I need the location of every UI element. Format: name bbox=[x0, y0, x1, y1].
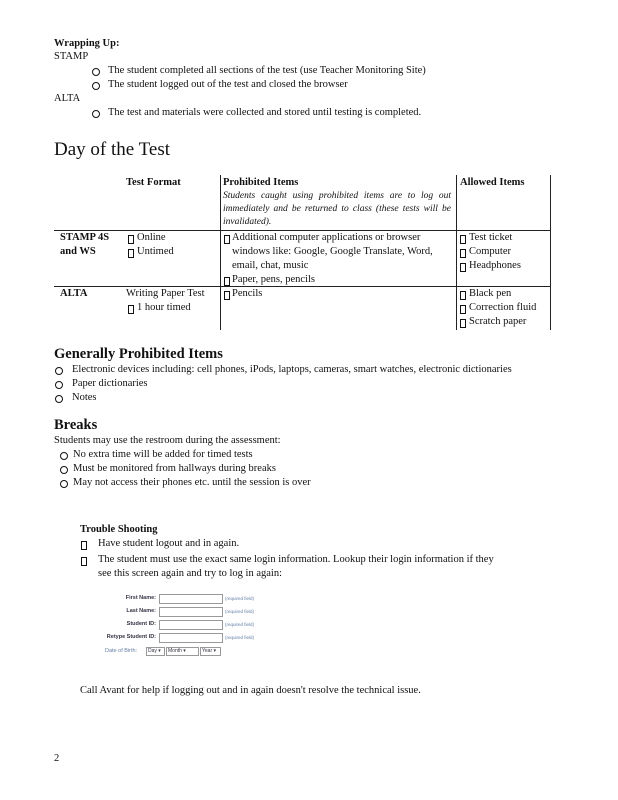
stamp-allowed-2: Computer bbox=[469, 246, 511, 257]
form-row-dob bbox=[100, 647, 270, 657]
header-allowed-items: Allowed Items bbox=[460, 177, 525, 188]
bullet-box-icon bbox=[460, 305, 466, 314]
form-label: Last Name: bbox=[126, 608, 156, 614]
breaks-item-1: No extra time will be added for timed tests bbox=[73, 449, 253, 460]
alta-format-text: Writing Paper Test bbox=[126, 288, 205, 299]
header-prohibited-items: Prohibited Items bbox=[223, 177, 299, 188]
bullet-circle-icon bbox=[60, 452, 68, 460]
form-hint: (required field) bbox=[225, 622, 255, 627]
bullet-box-icon bbox=[128, 305, 134, 314]
login-form-screenshot bbox=[100, 590, 270, 662]
dob-month-value: Month bbox=[168, 648, 182, 654]
alta-format-1: 1 hour timed bbox=[137, 302, 191, 313]
troubleshooting-item-1: Have student logout and in again. bbox=[98, 538, 240, 549]
troubleshooting-item-3: see this screen again and try to log in again: bbox=[98, 568, 282, 579]
table-divider bbox=[456, 175, 457, 330]
bullet-circle-icon bbox=[55, 395, 63, 403]
bullet-box-icon bbox=[128, 235, 134, 244]
breaks-item-2: Must be monitored from hallways during breaks bbox=[73, 463, 276, 474]
troubleshooting-heading: Trouble Shooting bbox=[80, 524, 158, 535]
bullet-box-icon bbox=[460, 263, 466, 272]
breaks-heading: Breaks bbox=[54, 417, 98, 433]
troubleshooting-footer: Call Avant for help if logging out and in again doesn't resolve the technical issue. bbox=[80, 685, 421, 696]
form-row-student-id bbox=[100, 620, 270, 630]
stamp-item-1: The student completed all sections of the test (use Teacher Monitoring Site) bbox=[108, 65, 426, 76]
form-row-first-name bbox=[100, 594, 270, 604]
prohibited-item-3: Notes bbox=[72, 392, 97, 403]
bullet-box-icon bbox=[224, 277, 230, 286]
student-id-input[interactable] bbox=[159, 620, 223, 630]
form-label: First Name: bbox=[125, 595, 156, 601]
last-name-input[interactable] bbox=[159, 607, 223, 617]
form-label: Retype Student ID: bbox=[106, 634, 156, 640]
retype-student-id-input[interactable] bbox=[159, 633, 223, 643]
bullet-circle-icon bbox=[60, 480, 68, 488]
alta-allowed-2: Correction fluid bbox=[469, 302, 537, 313]
row-stamp-name: STAMP 4S and WS bbox=[60, 232, 110, 257]
bullet-circle-icon bbox=[92, 82, 100, 90]
stamp-label: STAMP bbox=[54, 51, 89, 62]
prohibited-item-1: Electronic devices including: cell phones, iPods, laptops, cameras, smart watches, electronic dictionaries bbox=[72, 364, 512, 375]
troubleshooting-item-2: The student must use the exact same login information. Lookup their login information if they bbox=[98, 554, 494, 565]
stamp-item-2: The student logged out of the test and closed the browser bbox=[108, 79, 348, 90]
row-alta-name: ALTA bbox=[60, 288, 88, 299]
bullet-box-icon bbox=[460, 249, 466, 258]
form-hint: (required field) bbox=[225, 609, 255, 614]
form-hint: (required field) bbox=[225, 635, 255, 640]
stamp-prohibited-1: Additional computer applications or browser windows like: Google, Google Translate, Word, email, chat, music bbox=[232, 232, 433, 271]
form-label: Student ID: bbox=[126, 621, 156, 627]
stamp-allowed-1: Test ticket bbox=[469, 232, 513, 243]
bullet-box-icon bbox=[224, 291, 230, 300]
stamp-format-2: Untimed bbox=[137, 246, 174, 257]
first-name-input[interactable] bbox=[159, 594, 223, 604]
bullet-box-icon bbox=[81, 557, 87, 566]
form-hint: (required field) bbox=[225, 596, 255, 601]
table-divider bbox=[220, 175, 221, 330]
dob-month-select[interactable]: Month ▾ bbox=[166, 647, 199, 656]
bullet-circle-icon bbox=[92, 110, 100, 118]
alta-allowed-3: Scratch paper bbox=[469, 316, 527, 327]
bullet-box-icon bbox=[460, 291, 466, 300]
bullet-circle-icon bbox=[55, 381, 63, 389]
bullet-circle-icon bbox=[60, 466, 68, 474]
dob-day-select[interactable]: Day ▾ bbox=[146, 647, 165, 656]
stamp-prohibited-2: Paper, pens, pencils bbox=[232, 274, 315, 285]
form-row-last-name bbox=[100, 607, 270, 617]
alta-allowed-1: Black pen bbox=[469, 288, 512, 299]
bullet-box-icon bbox=[81, 541, 87, 550]
stamp-format-1: Online bbox=[137, 232, 166, 243]
table-divider bbox=[550, 175, 551, 330]
breaks-item-3: May not access their phones etc. until the session is over bbox=[73, 477, 311, 488]
alta-prohibited-1: Pencils bbox=[232, 288, 263, 299]
bullet-box-icon bbox=[224, 235, 230, 244]
breaks-intro: Students may use the restroom during the assessment: bbox=[54, 435, 281, 446]
bullet-box-icon bbox=[460, 235, 466, 244]
page-number: 2 bbox=[54, 753, 60, 764]
dob-year-select[interactable]: Year ▾ bbox=[200, 647, 221, 656]
wrapping-up-heading: Wrapping Up: bbox=[54, 38, 120, 49]
bullet-box-icon bbox=[460, 319, 466, 328]
dob-label: Date of Birth: bbox=[105, 648, 138, 654]
prohibited-item-2: Paper dictionaries bbox=[72, 378, 148, 389]
stamp-allowed-3: Headphones bbox=[469, 260, 521, 271]
alta-item-1: The test and materials were collected and stored until testing is completed. bbox=[108, 107, 422, 118]
day-of-test-title: Day of the Test bbox=[54, 139, 170, 160]
dob-day-value: Day bbox=[148, 648, 157, 654]
dob-year-value: Year bbox=[202, 648, 213, 654]
alta-label: ALTA bbox=[54, 93, 81, 104]
generally-prohibited-heading: Generally Prohibited Items bbox=[54, 346, 223, 362]
form-row-retype-student-id bbox=[100, 633, 270, 643]
bullet-circle-icon bbox=[92, 68, 100, 76]
header-test-format: Test Format bbox=[126, 177, 181, 188]
bullet-circle-icon bbox=[55, 367, 63, 375]
prohibited-note: Students caught using prohibited items are to log out immediately and be returned to class (these tests will be invalidated). bbox=[223, 191, 451, 227]
bullet-box-icon bbox=[128, 249, 134, 258]
